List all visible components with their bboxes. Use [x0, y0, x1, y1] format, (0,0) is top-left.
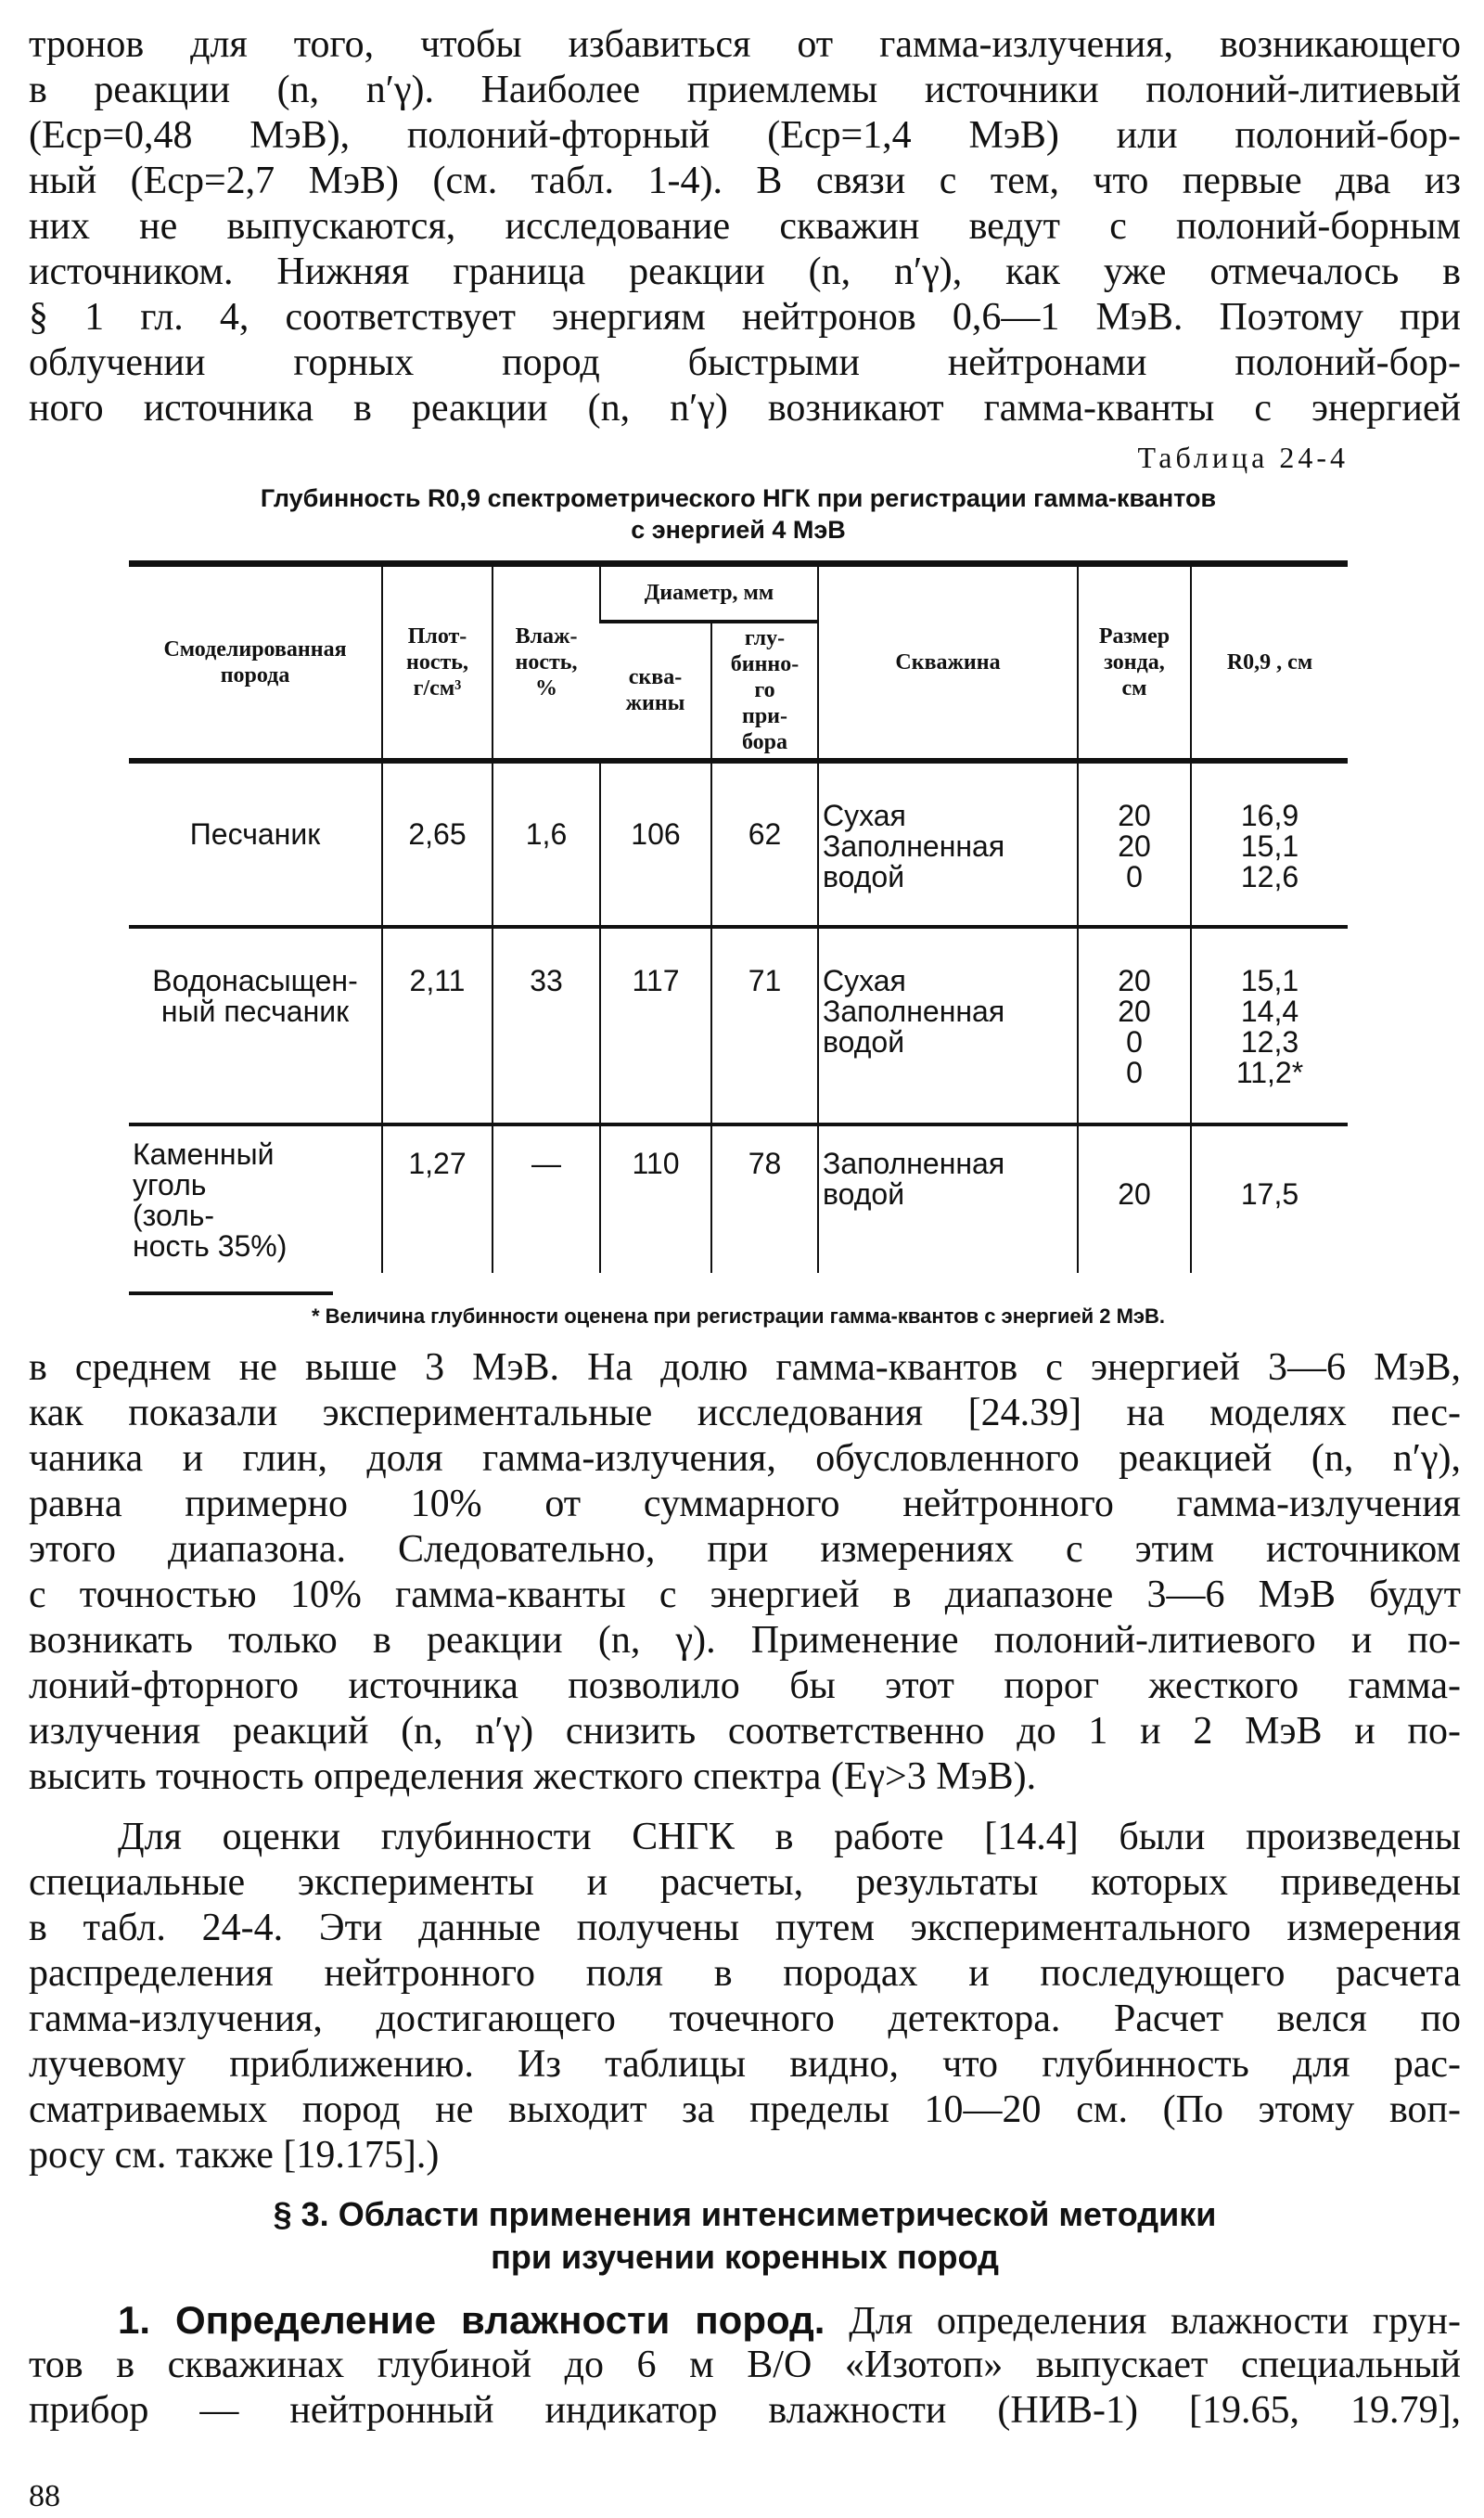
text-line: распределения нейтронного поля в породах и последующего расчета [29, 1952, 1461, 1995]
cell-well: Сухая Заполненная водой [818, 761, 1078, 927]
table-title-line-1: Глубинность R0,9 спектрометрического НГК при регистрации гамма-квантов [260, 484, 1217, 512]
cell-rock: Водонасыщен- ный песчаник [129, 927, 382, 1124]
section-heading [29, 2193, 1461, 2279]
header-density: Плот- ность, г/см³ [382, 564, 493, 761]
text-line: излучения реакций (n, n′γ) снизить соответственно до 1 и 2 МэВ и по- [29, 1710, 1461, 1753]
text-line: прибор — нейтронный индикатор влажности (НИВ-1) [19.65, 19.79], [29, 2389, 1461, 2432]
footnote-rule [129, 1291, 333, 1295]
cell-humidity: 33 [493, 927, 600, 1124]
cell-density: 1,27 [382, 1124, 493, 1273]
table-footnote: * Величина глубинности оценена при регистрации гамма-квантов с энергией 2 МэВ. [311, 1304, 1166, 1328]
section-heading-line-1: § 3. Области применения интенсиметрической методики [273, 2195, 1217, 2233]
table-row [129, 1124, 1348, 1273]
header-probe-size: Размер зонда, см [1078, 564, 1191, 761]
text-line: этого диапазона. Следовательно, при измерениях с этим источником [29, 1528, 1461, 1571]
cell-d-well: 110 [600, 1124, 711, 1273]
text-line: как показали экспериментальные исследования [24.39] на моделях пес- [29, 1392, 1461, 1434]
cell-d-probe: 78 [711, 1124, 818, 1273]
text-line: равна примерно 10% от суммарного нейтронного гамма-излучения [29, 1483, 1461, 1525]
text-line: ного источника в реакции (n, n′γ) возникают гамма-кванты с энергией [29, 387, 1461, 430]
text-line: тронов для того, чтобы избавиться от гамма-излучения, возникающего [29, 23, 1461, 66]
cell-well: Заполненная водой [818, 1124, 1078, 1273]
text-line: лучевому приближению. Из таблицы видно, что глубинность для рас- [29, 2043, 1461, 2086]
cell-humidity: 1,6 [493, 761, 600, 927]
text-line: (Eср=0,48 МэВ), полоний-фторный (Eср=1,4 МэВ) или полоний-бор- [29, 114, 1461, 157]
text-line: ный (Eср=2,7 МэВ) (см. табл. 1-4). В связи с тем, что первые два из [29, 160, 1461, 202]
text-line: в табл. 24-4. Эти данные получены путем экспериментального измерения [29, 1907, 1461, 1949]
table-row [129, 927, 1348, 1124]
cell-r09: 15,1 14,4 12,3 11,2* [1191, 927, 1348, 1124]
page-number: 88 [29, 2479, 60, 2513]
cell-rock: Каменный уголь (золь- ность 35%) [129, 1124, 382, 1273]
cell-size: 20 20 0 0 [1078, 927, 1191, 1124]
paragraph-4 [29, 2297, 1461, 2434]
text-line: них не выпускаются, исследование скважин ведут с полоний-борным [29, 205, 1461, 248]
text-line: тов в скважинах глубиной до 6 м В/О «Изотоп» выпускает специальный [29, 2344, 1461, 2386]
cell-d-probe: 71 [711, 927, 818, 1124]
header-r09: R0,9 , см [1191, 564, 1348, 761]
text-line: с точностью 10% гамма-кванты с энергией в диапазоне 3—6 МэВ будут [29, 1574, 1461, 1616]
text-line: специальные эксперименты и расчеты, результаты которых приведены [29, 1861, 1461, 1904]
paragraph-2 [29, 1345, 1461, 1800]
text-fragment: Для определения влажности грун- [825, 2300, 1461, 2343]
table-title [129, 482, 1348, 546]
subsection-lead: 1. Определение влажности пород. [118, 2298, 825, 2342]
cell-d-well: 106 [600, 761, 711, 927]
text-line: высить точность определения жесткого спектра (Eγ>3 МэВ). [29, 1755, 1037, 1798]
cell-rock: Песчаник [129, 761, 382, 927]
header-rock: Смоделированная порода [129, 564, 382, 761]
table-title-line-2: с энергией 4 МэВ [631, 516, 846, 544]
cell-humidity: — [493, 1124, 600, 1273]
header-diameter-probe: глу- бинно- го при- бора [711, 622, 818, 761]
cell-r09: 16,9 15,1 12,6 [1191, 761, 1348, 927]
table-label: Таблица 24-4 [1137, 441, 1349, 474]
cell-size: 20 20 0 [1078, 761, 1191, 927]
data-table [129, 560, 1348, 1273]
header-diameter: Диаметр, мм [600, 564, 818, 622]
text-line: возникать только в реакции (n, γ). Применение полоний-литиевого и по- [29, 1619, 1461, 1662]
cell-well: Сухая Заполненная водой [818, 927, 1078, 1124]
cell-density: 2,11 [382, 927, 493, 1124]
text-line: § 1 гл. 4, соответствует энергиям нейтронов 0,6—1 МэВ. Поэтому при [29, 296, 1461, 339]
table-row [129, 761, 1348, 927]
text-line: в реакции (n, n′γ). Наиболее приемлемы источники полоний-литиевый [29, 69, 1461, 111]
paragraph-3 [29, 1815, 1461, 2178]
text-line: в среднем не выше 3 МэВ. На долю гамма-квантов с энергией 3—6 МэВ, [29, 1346, 1461, 1389]
cell-size: 20 [1078, 1124, 1191, 1273]
cell-d-well: 117 [600, 927, 711, 1124]
text-line: облучении горных пород быстрыми нейтронами полоний-бор- [29, 341, 1461, 384]
section-heading-line-2: при изучении коренных пород [491, 2238, 999, 2276]
text-line: лоний-фторного источника позволило бы этот порог жесткого гамма- [29, 1664, 1461, 1707]
header-diameter-well: сква- жины [625, 665, 685, 715]
text-line [29, 2297, 1461, 2343]
cell-density: 2,65 [382, 761, 493, 927]
text-line: сматриваемых пород не выходит за пределы 10—20 см. (По этому воп- [29, 2088, 1461, 2131]
header-humidity: Влаж- ность, % [493, 564, 600, 761]
cell-d-probe: 62 [711, 761, 818, 927]
cell-r09: 17,5 [1191, 1124, 1348, 1273]
text-line: чаника и глин, доля гамма-излучения, обусловленного реакцией (n, n′γ), [29, 1437, 1461, 1480]
paragraph-1 [29, 22, 1461, 431]
text-line: Для оценки глубинности СНГК в работе [14.4] были произведены [118, 1816, 1461, 1858]
text-line: источником. Нижняя граница реакции (n, n′γ), как уже отмечалось в [29, 251, 1461, 293]
text-line: росу см. также [19.175].) [29, 2134, 440, 2177]
text-line: гамма-излучения, достигающего точечного детектора. Расчет велся по [29, 1998, 1461, 2040]
header-well: Скважина [818, 564, 1078, 761]
